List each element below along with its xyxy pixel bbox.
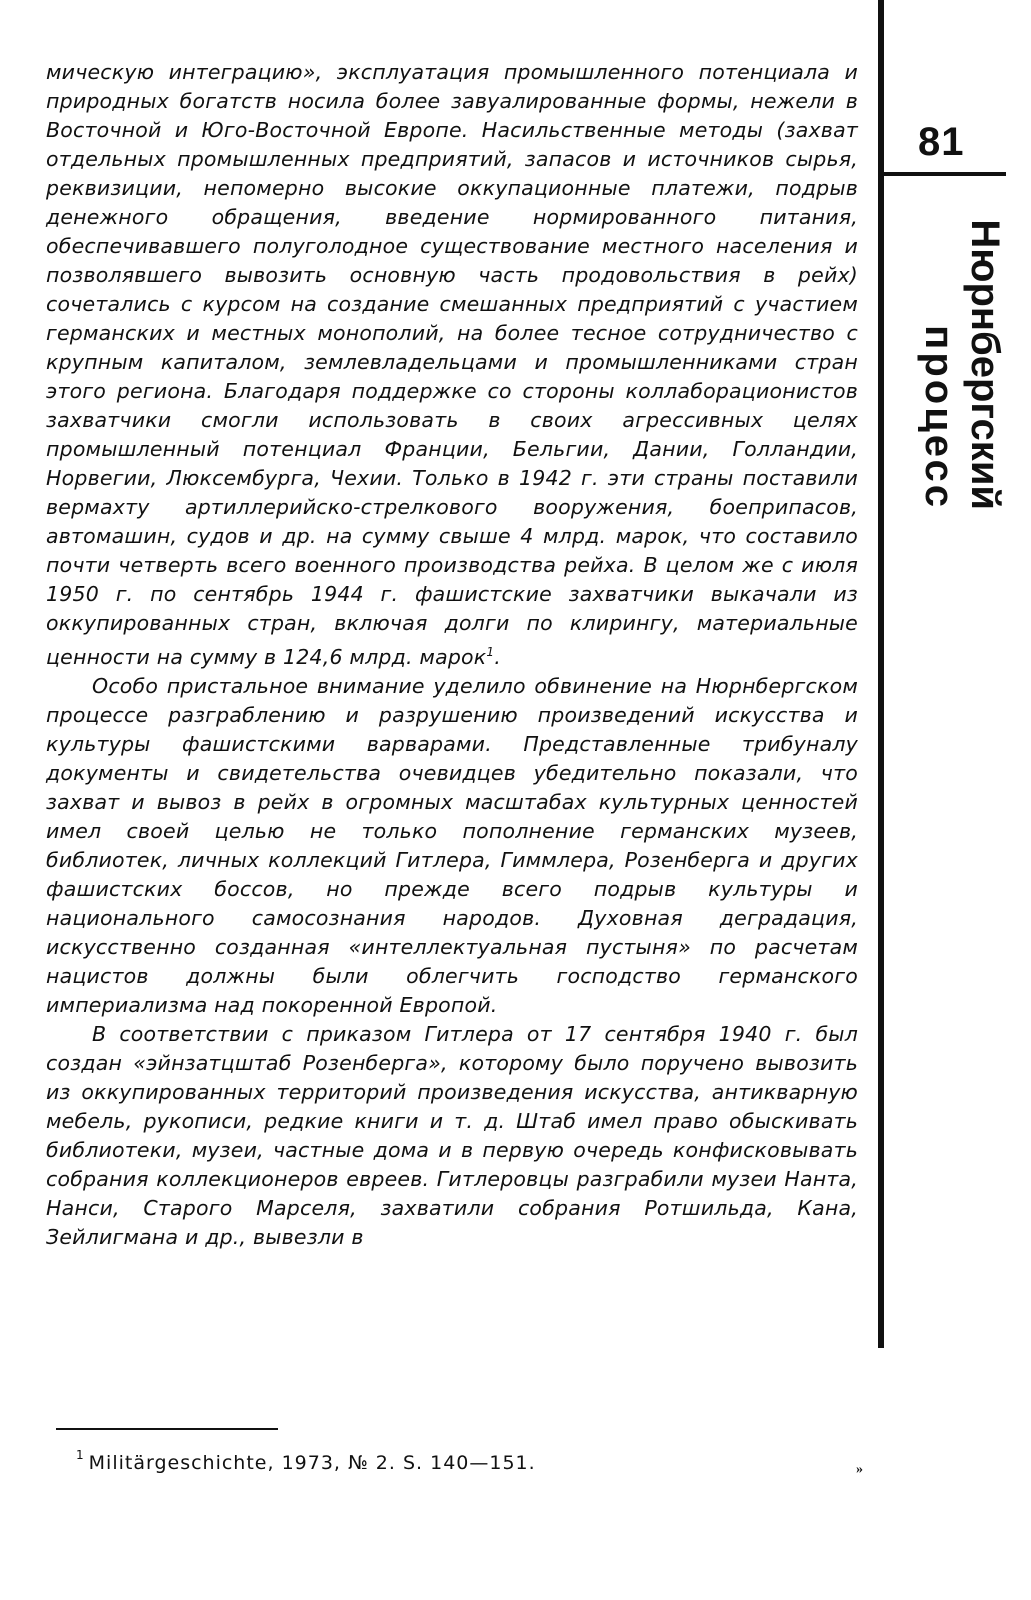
page-number: 81 — [918, 120, 965, 164]
footnote — [76, 1448, 536, 1474]
paragraph-1-text: мическую интеграцию», эксплуатация промышленного потенциала и природных богатств носила более завуалированные формы, нежели в Восточной и Юго-Восточной Европе. Насильственные методы (захват отдельных промышленных предприятий, запасов и источников сырья, реквизиции, непомерно высокие оккупационные платежи, подрыв денежного обращения, введение нормированного питания, обеспечивавшего полуголодное существование местного населения и позволявшего вывозить основную часть продовольствия в рейх) сочетались с курсом на создание смешанных предприятий с участием германских и местных монополий, на более тесное сотрудничество с крупным капиталом, землевладельцами и промышленниками стран этого региона. Благодаря поддержке со стороны коллаборационистов захватчики смогли использовать в своих агрессивных целях промышленный потенциал Франции, Бельгии, Дании, Голландии, Норвегии, Люксембурга, Чехии. Только в 1942 г. эти страны поставили вермахту артиллерийско-стрелкового вооружения, боеприпасов, автомашин, судов и др. на сумму свыше 4 млрд. марок, что составило почти четверть всего военного производства рейха. В целом же с июля 1950 г. по сентябрь 1944 г. фашистские захватчики выкачали из оккупированных стран, включая долги по клирингу, материальные ценности на сумму в 124,6 млрд. марок — [46, 60, 858, 669]
paragraph-2: Особо пристальное внимание уделило обвинение на Нюрнбергском процессе разграблению и разрушению произведений искусства и культуры фашистскими варварами. Представленные трибуналу документы и свидетельства очевидцев убедительно показали, что захват и вывоз в рейх в огромных масштабах культурных ценностей имел своей целью не только пополнение германских музеев, библиотек, личных коллекций Гитлера, Гиммлера, Розенберга и других фашистских боссов, но прежде всего подрыв культуры и национального самосознания народов. Духовная деградация, искусственно созданная «интеллектуальная пустыня» по расчетам нацистов должны были облегчить господство германского империализма над покоренной Европой. — [46, 673, 858, 1017]
footnote-text: Militärgeschichte, 1973, № 2. S. 140—151. — [88, 1452, 536, 1474]
paragraph-1-end: . — [494, 644, 501, 669]
paragraph-1 — [46, 58, 858, 672]
footnote-marker: 1 — [76, 1448, 85, 1462]
running-title-line-1: Нюрнбергский — [963, 219, 1007, 510]
sidebar-vertical-rule — [878, 0, 884, 1348]
footnote-separator — [56, 1428, 278, 1430]
stray-print-mark: » — [856, 1462, 863, 1477]
running-title-line-2: процесс — [917, 325, 961, 510]
main-text-column — [46, 58, 858, 1252]
paragraph-3: В соответствии с приказом Гитлера от 17 сентября 1940 г. был создан «эйнзатцштаб Розенберга», которому было поручено вывозить из оккупированных территорий произведения искусства, антикварную мебель, рукописи, редкие книги и т. д. Штаб имел право обыскивать библиотеки, музеи, частные дома и в первую очередь конфисковывать собрания коллекционеров евреев. Гитлеровцы разграбили музеи Нанта, Нанси, Старого Марселя, захватили собрания Ротшильда, Кана, Зейлигмана и др., вывезли в — [46, 1021, 858, 1249]
running-title — [916, 170, 1008, 510]
footnote-reference: 1 — [486, 645, 495, 659]
